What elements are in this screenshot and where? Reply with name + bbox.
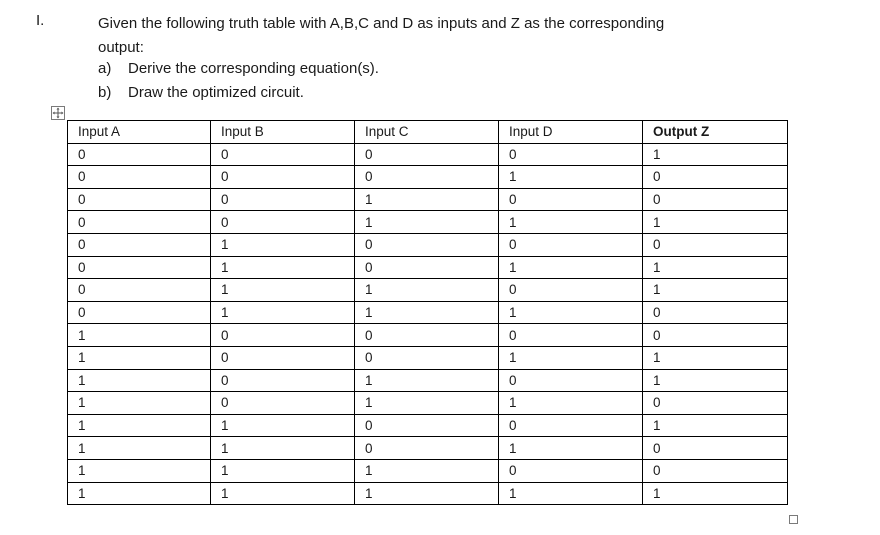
header-input-a: Input A <box>68 121 211 144</box>
cell-input-b: 1 <box>211 233 355 256</box>
header-input-b: Input B <box>211 121 355 144</box>
cell-input-b: 1 <box>211 301 355 324</box>
cell-input-d: 1 <box>499 166 643 189</box>
question-text <box>98 12 664 60</box>
cell-input-a: 1 <box>68 459 211 482</box>
cell-input-b: 1 <box>211 459 355 482</box>
cell-output-z: 0 <box>643 301 788 324</box>
cell-input-b: 1 <box>211 482 355 505</box>
cell-input-c: 0 <box>355 346 499 369</box>
cell-output-z: 1 <box>643 414 788 437</box>
question-number: I. <box>36 12 45 29</box>
cell-input-a: 1 <box>68 346 211 369</box>
cell-input-b: 0 <box>211 143 355 166</box>
cell-input-a: 1 <box>68 369 211 392</box>
table-row <box>68 188 788 211</box>
table-row <box>68 482 788 505</box>
truth-table <box>67 120 788 505</box>
cell-output-z: 1 <box>643 211 788 234</box>
cell-input-d: 1 <box>499 256 643 279</box>
cell-input-a: 0 <box>68 301 211 324</box>
cell-input-c: 1 <box>355 188 499 211</box>
subquestion-b <box>98 84 304 101</box>
cell-output-z: 0 <box>643 188 788 211</box>
cell-input-a: 0 <box>68 188 211 211</box>
header-input-d: Input D <box>499 121 643 144</box>
cell-input-c: 1 <box>355 301 499 324</box>
cell-input-c: 1 <box>355 211 499 234</box>
cell-input-c: 0 <box>355 256 499 279</box>
cell-input-c: 0 <box>355 414 499 437</box>
cell-input-b: 0 <box>211 369 355 392</box>
cell-input-d: 0 <box>499 324 643 347</box>
cell-output-z: 0 <box>643 166 788 189</box>
cell-input-b: 0 <box>211 188 355 211</box>
cell-input-a: 0 <box>68 233 211 256</box>
cell-output-z: 0 <box>643 233 788 256</box>
cell-input-a: 0 <box>68 256 211 279</box>
cell-input-c: 0 <box>355 233 499 256</box>
cell-output-z: 1 <box>643 256 788 279</box>
cell-input-b: 1 <box>211 256 355 279</box>
move-arrows-icon[interactable] <box>51 106 65 120</box>
cell-input-a: 1 <box>68 482 211 505</box>
table-row <box>68 143 788 166</box>
cell-input-a: 0 <box>68 279 211 302</box>
cell-input-b: 0 <box>211 392 355 415</box>
cell-input-b: 0 <box>211 324 355 347</box>
cell-input-c: 0 <box>355 437 499 460</box>
cell-input-d: 0 <box>499 233 643 256</box>
cell-input-d: 1 <box>499 482 643 505</box>
table-row <box>68 211 788 234</box>
table-row <box>68 166 788 189</box>
table-row <box>68 369 788 392</box>
cell-output-z: 1 <box>643 279 788 302</box>
table-row <box>68 346 788 369</box>
cell-input-d: 1 <box>499 437 643 460</box>
table-row <box>68 459 788 482</box>
cell-input-b: 1 <box>211 437 355 460</box>
cell-output-z: 0 <box>643 437 788 460</box>
cell-input-d: 0 <box>499 143 643 166</box>
cell-input-d: 1 <box>499 346 643 369</box>
cell-output-z: 0 <box>643 392 788 415</box>
table-row <box>68 256 788 279</box>
cell-input-c: 0 <box>355 143 499 166</box>
cell-output-z: 1 <box>643 369 788 392</box>
table-row <box>68 301 788 324</box>
cell-input-d: 0 <box>499 459 643 482</box>
header-output-z: Output Z <box>643 121 788 144</box>
cell-input-d: 0 <box>499 414 643 437</box>
cell-input-c: 1 <box>355 459 499 482</box>
cell-input-c: 1 <box>355 369 499 392</box>
subquestion-b-text: Draw the optimized circuit. <box>128 84 304 101</box>
subquestion-a-label: a) <box>98 60 112 77</box>
table-row <box>68 279 788 302</box>
cell-input-a: 1 <box>68 414 211 437</box>
cell-input-c: 1 <box>355 392 499 415</box>
cell-input-c: 1 <box>355 279 499 302</box>
cell-input-b: 0 <box>211 166 355 189</box>
cell-input-a: 1 <box>68 324 211 347</box>
cell-input-a: 0 <box>68 211 211 234</box>
cell-input-d: 1 <box>499 392 643 415</box>
cell-input-c: 0 <box>355 166 499 189</box>
cell-output-z: 0 <box>643 459 788 482</box>
question-line-2: output: <box>98 39 144 56</box>
cell-input-d: 0 <box>499 369 643 392</box>
cell-output-z: 0 <box>643 324 788 347</box>
question-line-1: Given the following truth table with A,B,C and D as inputs and Z as the corresponding <box>98 15 665 32</box>
table-row <box>68 324 788 347</box>
cell-output-z: 1 <box>643 346 788 369</box>
cell-input-a: 0 <box>68 166 211 189</box>
cell-input-a: 1 <box>68 392 211 415</box>
table-row <box>68 414 788 437</box>
cell-input-b: 1 <box>211 414 355 437</box>
subquestion-a-text: Derive the corresponding equation(s). <box>128 60 379 77</box>
table-row <box>68 437 788 460</box>
cell-input-c: 1 <box>355 482 499 505</box>
table-row <box>68 392 788 415</box>
cell-input-d: 1 <box>499 301 643 324</box>
header-input-c: Input C <box>355 121 499 144</box>
table-header-row <box>68 121 788 144</box>
cell-input-a: 0 <box>68 143 211 166</box>
cell-input-a: 1 <box>68 437 211 460</box>
cell-output-z: 1 <box>643 482 788 505</box>
cell-input-b: 0 <box>211 211 355 234</box>
resize-square-icon[interactable] <box>789 515 798 524</box>
cell-output-z: 1 <box>643 143 788 166</box>
cell-input-d: 0 <box>499 188 643 211</box>
cell-input-d: 1 <box>499 211 643 234</box>
cell-input-c: 0 <box>355 324 499 347</box>
table-row <box>68 233 788 256</box>
subquestion-a <box>98 60 379 77</box>
cell-input-b: 1 <box>211 279 355 302</box>
cell-input-b: 0 <box>211 346 355 369</box>
cell-input-d: 0 <box>499 279 643 302</box>
subquestion-b-label: b) <box>98 84 112 101</box>
